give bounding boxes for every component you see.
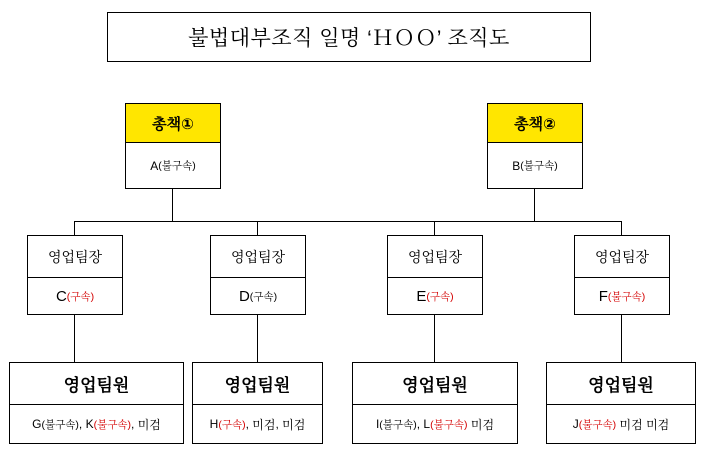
connector-leader2-member2 bbox=[257, 315, 258, 362]
member-1-person-2-status: (불구속) bbox=[93, 418, 132, 431]
leader-4-name: F bbox=[598, 287, 608, 305]
boss-2-status: (불구속) bbox=[520, 160, 558, 172]
page-title: 불법대부조직 일명 ‘ＨＯＯ’ 조직도 bbox=[188, 27, 510, 50]
leader-4-status: (불구속) bbox=[607, 290, 646, 303]
member-3-person-1-status: (불구속) bbox=[379, 418, 417, 431]
node-member-group-1 bbox=[9, 362, 184, 444]
member-4-person-1-status: (불구속) bbox=[578, 418, 617, 431]
leader-1-person bbox=[28, 278, 122, 314]
member-3-person-3-name: 미검 bbox=[470, 417, 495, 432]
member-2-people bbox=[193, 405, 322, 443]
member-3-person-2-name: L bbox=[423, 417, 431, 431]
boss-2-role: 총책② bbox=[488, 104, 582, 143]
member-1-sep-2: , bbox=[131, 417, 138, 431]
boss-2-name: B bbox=[512, 158, 521, 173]
member-2-person-2-name: 미검 bbox=[252, 417, 276, 432]
member-4-person-2-name: 미검 bbox=[619, 417, 643, 432]
connector-leader3-member3 bbox=[434, 315, 435, 362]
member-2-person-1-status: (구속) bbox=[218, 418, 246, 431]
node-member-group-3 bbox=[352, 362, 518, 444]
connector-drop-leader-1 bbox=[74, 221, 75, 235]
boss-1-name: A bbox=[150, 158, 159, 173]
connector-drop-leader-4 bbox=[621, 221, 622, 235]
connector-boss2-down bbox=[534, 189, 535, 221]
leader-3-name: E bbox=[416, 287, 427, 305]
connector-leader4-member4 bbox=[621, 315, 622, 362]
member-3-role: 영업팀원 bbox=[353, 363, 517, 405]
leader-2-status: (구속) bbox=[249, 290, 278, 303]
leader-4-role: 영업팀장 bbox=[575, 236, 669, 278]
member-2-person-1-name: H bbox=[209, 417, 219, 431]
leader-2-role: 영업팀장 bbox=[211, 236, 305, 278]
connector-drop-leader-2 bbox=[257, 221, 258, 235]
member-3-person-1-name: I bbox=[375, 417, 380, 431]
connector-drop-leader-3 bbox=[434, 221, 435, 235]
member-2-sep-2: , bbox=[275, 417, 283, 431]
boss-1-role: 총책① bbox=[126, 104, 220, 143]
member-3-people bbox=[353, 405, 517, 443]
member-1-person-1-status: (불구속) bbox=[41, 418, 79, 431]
node-leader-2 bbox=[210, 235, 306, 315]
member-1-person-3-name: 미검 bbox=[137, 417, 161, 432]
node-boss-1 bbox=[125, 103, 221, 189]
leader-3-status: (구속) bbox=[426, 290, 454, 303]
node-leader-4 bbox=[574, 235, 670, 315]
member-1-sep-1: , bbox=[78, 417, 86, 431]
member-4-role: 영업팀원 bbox=[547, 363, 695, 405]
node-member-group-2 bbox=[192, 362, 323, 444]
connector-leader1-member1 bbox=[74, 315, 75, 362]
member-3-person-2-status: (불구속) bbox=[430, 418, 468, 431]
member-3-sep-1: , bbox=[416, 417, 424, 431]
leader-1-status: (구속) bbox=[66, 290, 95, 303]
member-2-role: 영업팀원 bbox=[193, 363, 322, 405]
connector-boss1-down bbox=[172, 189, 173, 221]
leader-4-person bbox=[575, 278, 669, 314]
leader-1-role: 영업팀장 bbox=[28, 236, 122, 278]
member-4-person-3-name: 미검 bbox=[646, 417, 670, 432]
boss-2-person bbox=[488, 143, 582, 188]
member-4-people bbox=[547, 405, 695, 443]
leader-2-name: D bbox=[238, 287, 250, 305]
member-1-person-1-name: G bbox=[32, 417, 42, 431]
boss-1-status: (불구속) bbox=[158, 160, 196, 172]
node-boss-2 bbox=[487, 103, 583, 189]
node-leader-1 bbox=[27, 235, 123, 315]
leader-2-person bbox=[211, 278, 305, 314]
connector-bus bbox=[74, 221, 622, 222]
leader-3-role: 영업팀장 bbox=[388, 236, 482, 278]
member-1-people bbox=[10, 405, 183, 443]
leader-1-name: C bbox=[55, 287, 67, 305]
leader-3-person bbox=[388, 278, 482, 314]
chart-title-box bbox=[107, 12, 591, 62]
member-1-person-2-name: K bbox=[85, 417, 94, 431]
boss-1-person bbox=[126, 143, 220, 188]
node-leader-3 bbox=[387, 235, 483, 315]
member-2-sep-1: , bbox=[245, 417, 253, 431]
member-1-role: 영업팀원 bbox=[10, 363, 183, 405]
member-4-person-1-name: J bbox=[572, 417, 579, 431]
member-2-person-3-name: 미검 bbox=[282, 417, 306, 432]
node-member-group-4 bbox=[546, 362, 696, 444]
